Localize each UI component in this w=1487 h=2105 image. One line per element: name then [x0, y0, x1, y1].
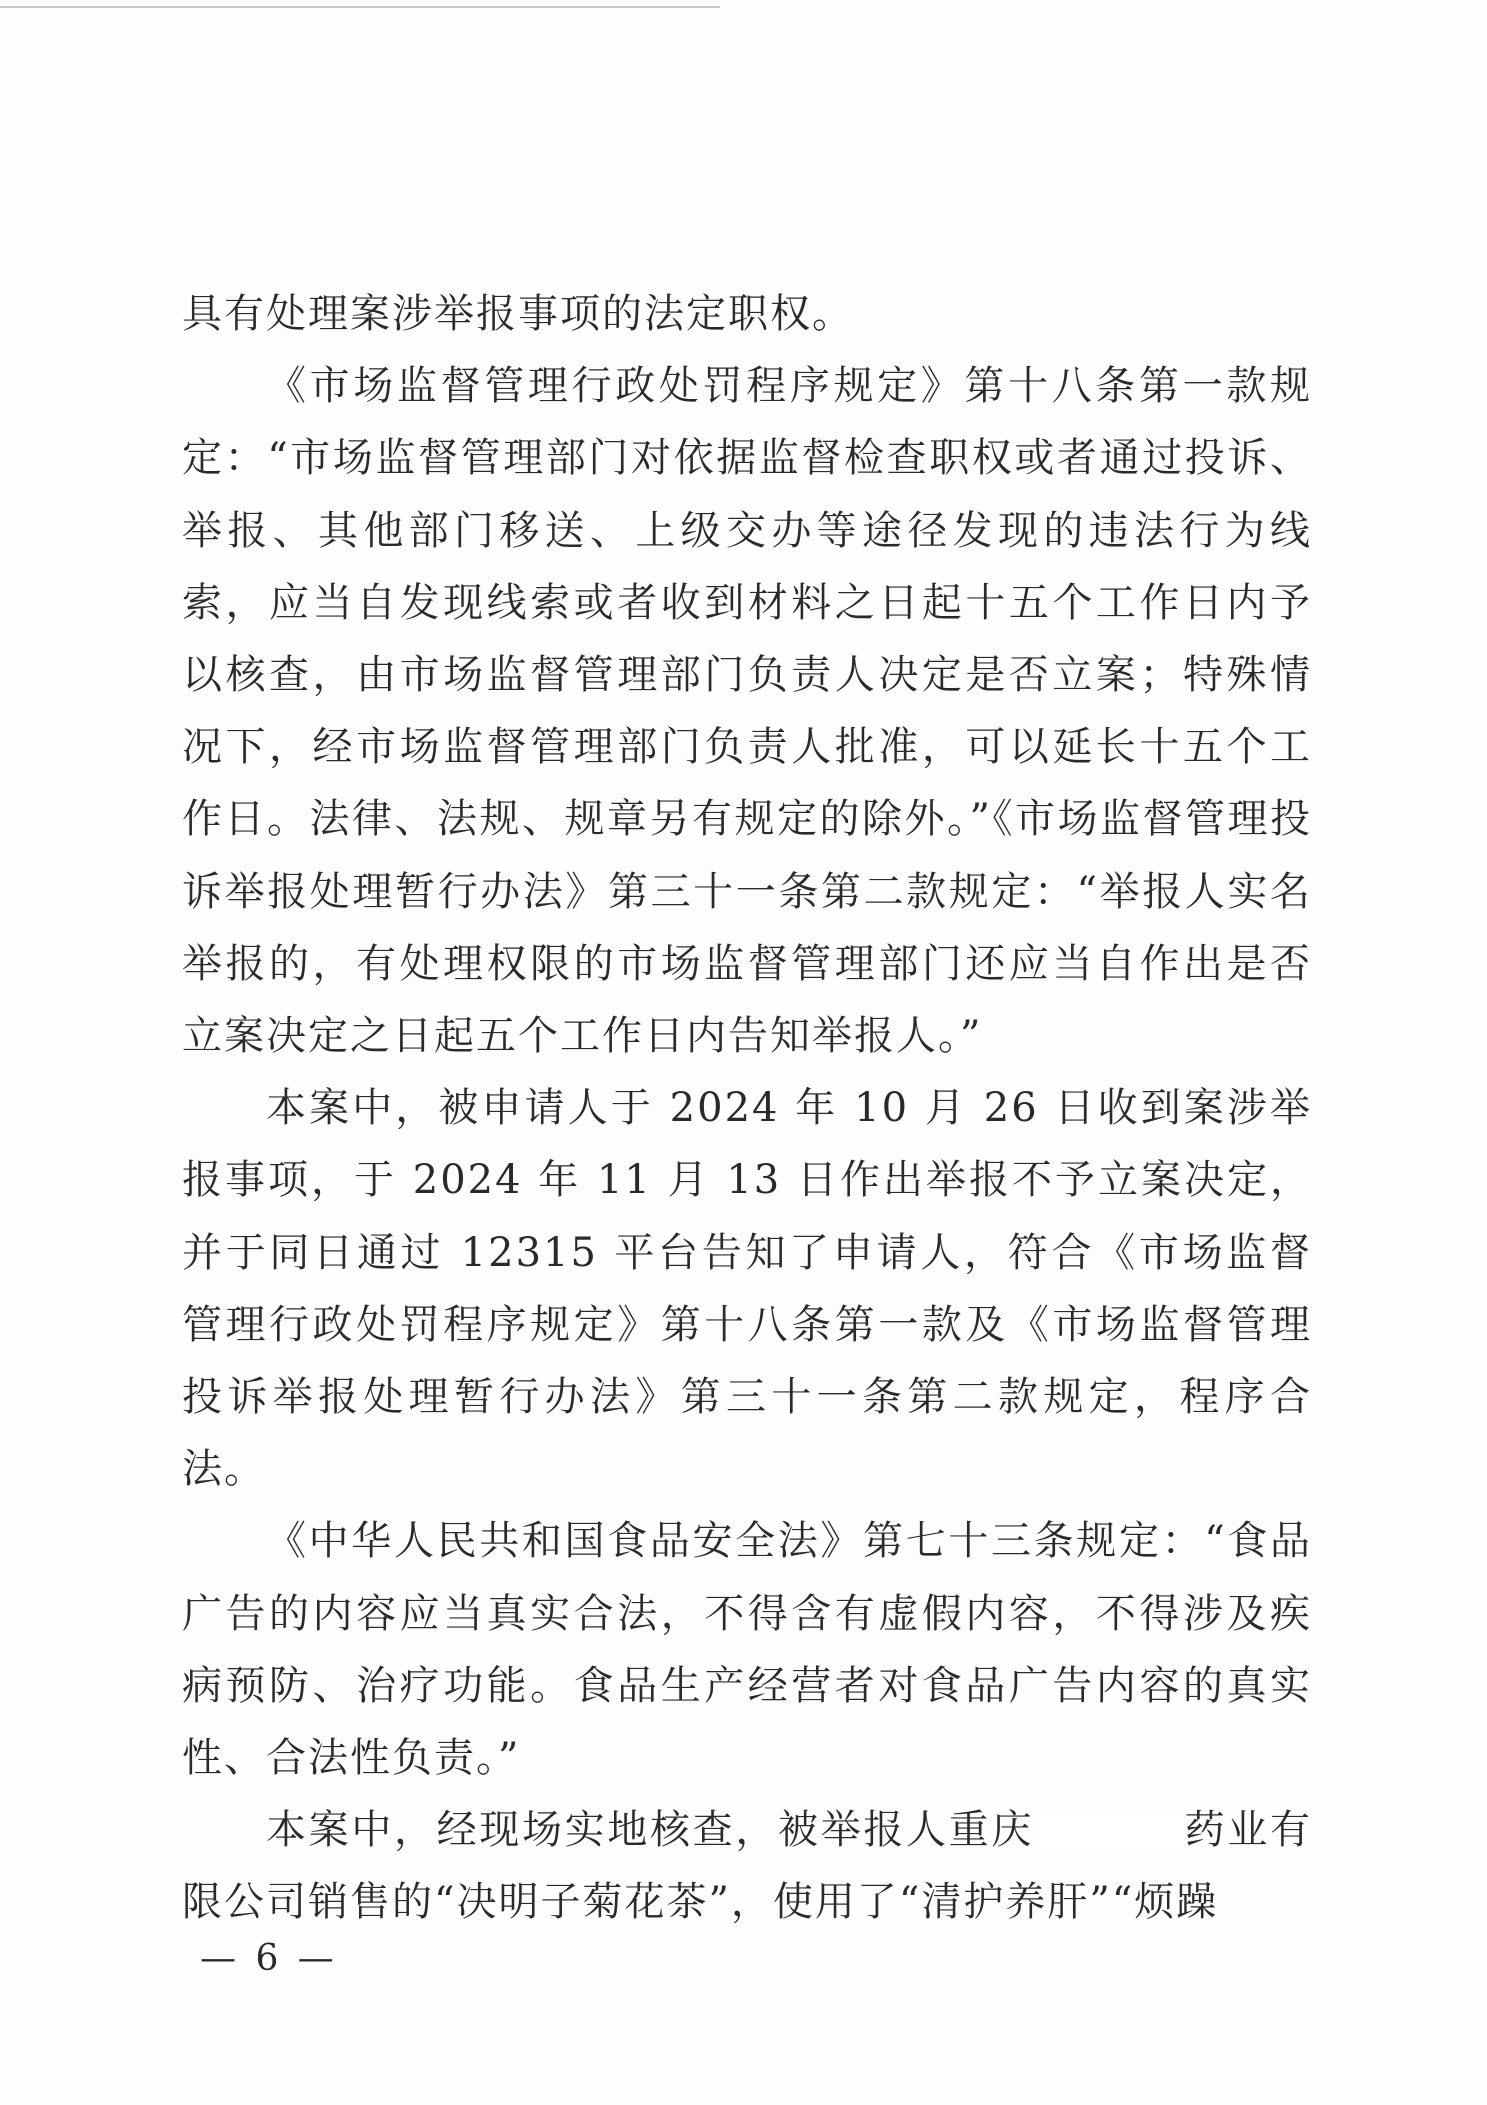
redaction-block: [1034, 1813, 1184, 1853]
page-number: — 6 —: [200, 1938, 338, 1979]
paragraph-procedure-regulation: 《市场监督管理行政处罚程序规定》第十八条第一款规定：“市场监督管理部门对依据监督检查职权或者通过投诉、举报、其他部门移送、上级交办等途径发现的违法行为线索，应当自发现线索或者收到材料之日起十五个工作日内予以核查，由市场监督管理部门负责人决定是否立案；特殊情况下，经市场监督管理部门负责人批准，可以延长十五个工作日。法律、法规、规章另有规定的除外。”《市场监督管理投诉举报处理暂行办法》第三十一条第二款规定：“举报人实名举报的，有处理权限的市场监督管理部门还应当自作出是否立案决定之日起五个工作日内告知举报人。”: [182, 363, 1312, 1060]
inspection-text-before: 本案中，经现场实地核查，被举报人重庆: [266, 1807, 1034, 1854]
paragraph-site-inspection: [182, 1794, 1312, 1938]
document-body: [182, 278, 1312, 1939]
paragraph-case-timeline: 本案中，被申请人于 2024 年 10 月 26 日收到案涉举报事项，于 2024 年 11 月 13 日作出举报不予立案决定，并于同日通过 12315 平台告知了申请人，符合《市场监督管理行政处罚程序规定》第十八条第一款及《市场监督管理投诉举报处理暂行办法》第三十一条第二款规定，程序合法。: [182, 1085, 1312, 1493]
top-scan-edge: [0, 6, 720, 8]
paragraph-continuation: 具有处理案涉举报事项的法定职权。: [182, 291, 854, 337]
paragraph-food-safety-law: 《中华人民共和国食品安全法》第七十三条规定：“食品广告的内容应当真实合法，不得含有虚假内容，不得涉及疾病预防、治疗功能。食品生产经营者对食品广告内容的真实性、合法性负责。”: [182, 1518, 1312, 1782]
inspection-text-after: 药业有限公司销售的“决明子菊花茶”，使用了“清护养肝”“烦躁: [182, 1807, 1313, 1926]
